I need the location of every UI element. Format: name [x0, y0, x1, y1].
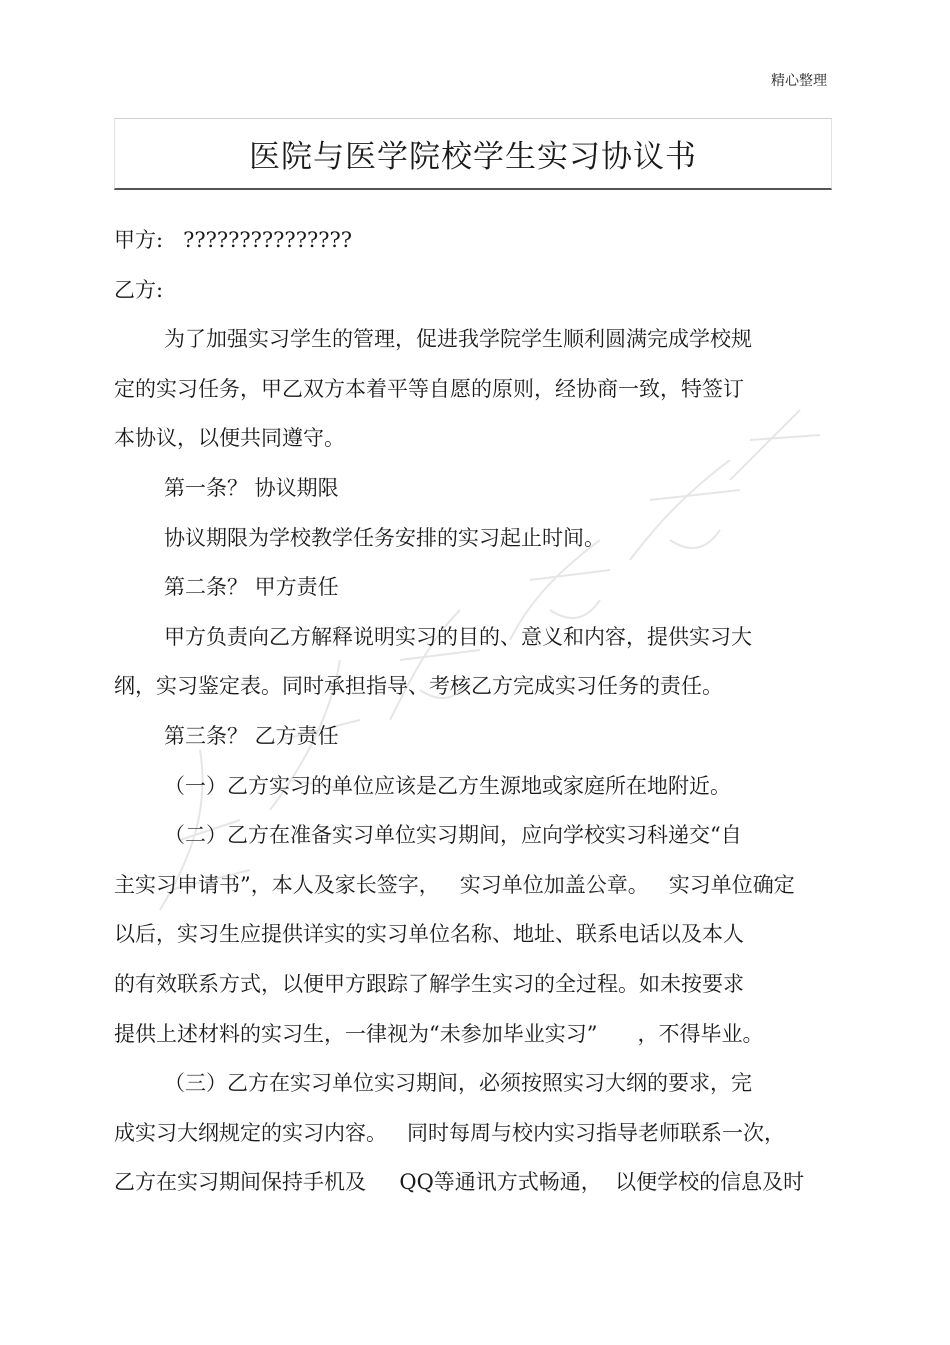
header-note: 精心整理 [771, 73, 827, 89]
paragraph-line: 提供上述材料的实习生，一律视为“未参加毕业实习” ，不得毕业。 [114, 1021, 764, 1046]
paragraph-line: 定的实习任务，甲乙双方本着平等自愿的原则，经协商一致，特签订 [114, 376, 744, 401]
paragraph-line: （二）乙方在准备实习单位实习期间，应向学校实习科递交“自 [164, 823, 742, 848]
paragraph-line: 纲，实习鉴定表。同时承担指导、考核乙方完成实习任务的责任。 [114, 674, 723, 699]
paragraph-line: 第二条？ 甲方责任 [164, 575, 339, 600]
paragraph-line: 成实习大纲规定的实习内容。 同时每周与校内实习指导老师联系一次， [114, 1120, 786, 1145]
paragraph-line: 主实习申请书”，本人及家长签字， 实习单位加盖公章。 实习单位确定 [114, 872, 795, 897]
paragraph-line: 甲方负责向乙方解释说明实习的目的、意义和内容，提供实习大 [164, 624, 752, 649]
paragraph-line: （一）乙方实习的单位应该是乙方生源地或家庭所在地附近。 [164, 773, 731, 798]
paragraph-line: 本协议，以便共同遵守。 [114, 426, 345, 451]
paragraph-line: 第一条？ 协议期限 [164, 475, 339, 500]
title-box [114, 118, 832, 190]
paragraph-line: 乙方: [114, 277, 164, 302]
paragraph-line: 以后，实习生应提供详实的实习单位名称、地址、联系电话以及本人 [114, 922, 744, 947]
paragraph-line: 甲方: ??????????????? [114, 228, 352, 252]
paragraph-line: 为了加强实习学生的管理，促进我学院学生顺利圆满完成学校规 [164, 327, 752, 352]
paragraph-line: 的有效联系方式，以便甲方跟踪了解学生实习的全过程。如未按要求 [114, 971, 744, 996]
document-body [114, 216, 832, 1208]
paragraph-line: （三）乙方在实习单位实习期间，必须按照实习大纲的要求，完 [164, 1071, 752, 1096]
paragraph-line: 第三条？ 乙方责任 [164, 723, 339, 748]
paragraph-line: 乙方在实习期间保持手机及 QQ等通讯方式畅通， 以便学校的信息及时 [114, 1170, 805, 1195]
paragraph-line: 协议期限为学校教学任务安排的实习起止时间。 [164, 525, 605, 550]
document-title: 医院与医学院校学生实习协议书 [249, 139, 697, 175]
